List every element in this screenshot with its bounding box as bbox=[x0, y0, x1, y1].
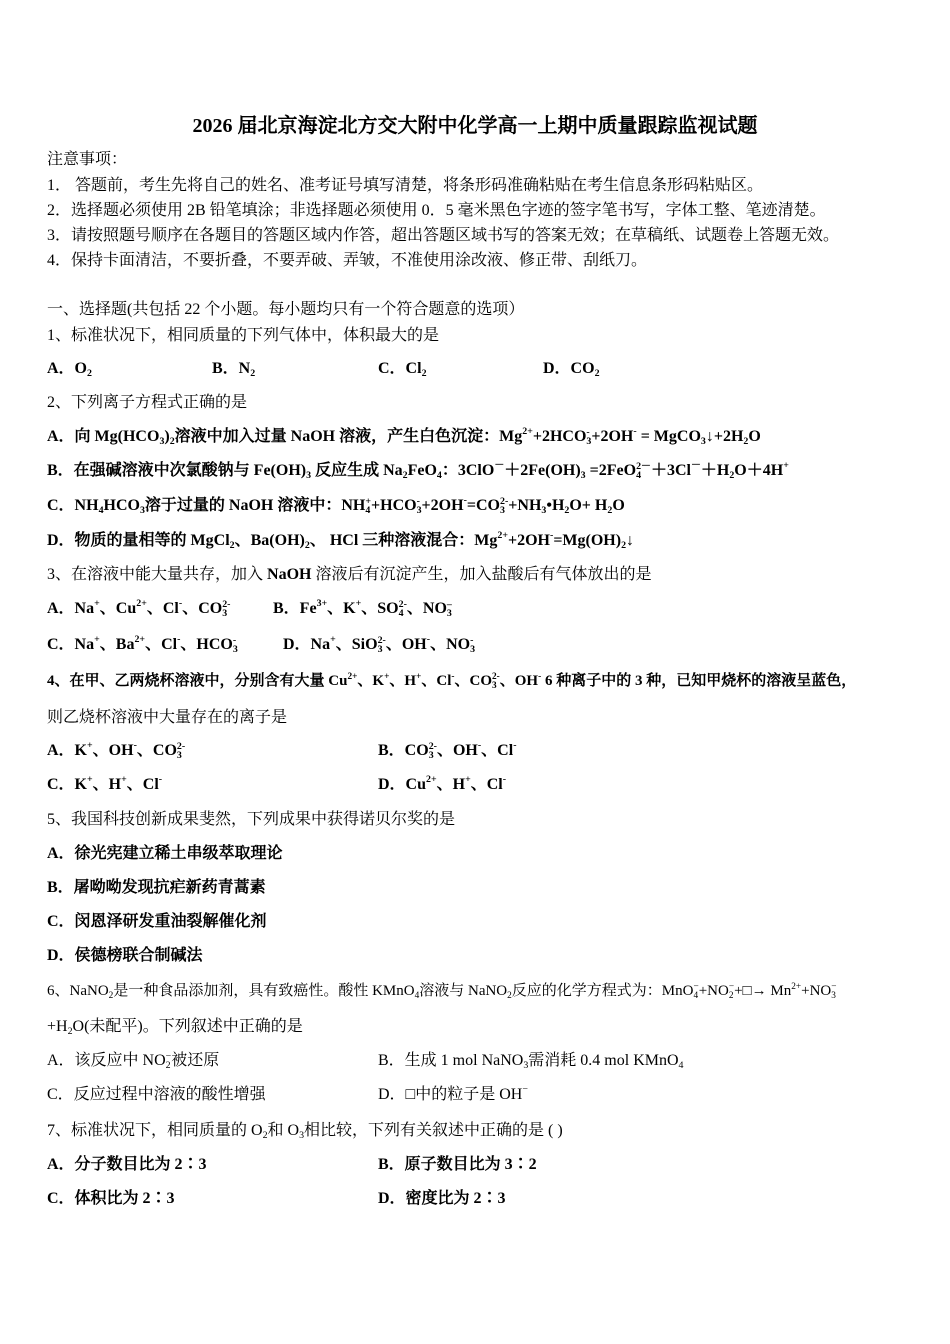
subscript: 3 bbox=[299, 1130, 305, 1142]
subscript: 4 bbox=[678, 1060, 684, 1072]
superscript: - bbox=[133, 740, 137, 752]
superscript: - bbox=[586, 427, 590, 439]
subscript: 2 bbox=[507, 991, 512, 1002]
question-1-option-a: A．$O_2$ bbox=[47, 360, 92, 380]
sub-superscript bbox=[470, 636, 475, 655]
superscript: 2- bbox=[377, 635, 386, 647]
question-6-option-d: D．□中的粒子是 OH− bbox=[378, 1084, 528, 1103]
page-title: 2026 届北京海淀北方交大附中化学高一上期中质量跟踪监视试题 bbox=[192, 115, 758, 137]
question-4-option-a: A．K+、OH-、CO 2- 3 bbox=[47, 740, 186, 762]
subscript: 3 bbox=[428, 750, 434, 762]
question-1-option-d: D．$CO_2$ bbox=[543, 360, 600, 380]
question-1-option-c: C．$Cl_2$ bbox=[378, 360, 427, 380]
subscript: 4 bbox=[398, 608, 404, 620]
superscript: 2+ bbox=[136, 598, 147, 610]
subscript: 2 bbox=[421, 368, 427, 380]
superscript: 3+ bbox=[316, 598, 328, 610]
subscript: 3 bbox=[470, 644, 476, 656]
subscript: 4 bbox=[98, 505, 104, 517]
superscript: 2- bbox=[492, 672, 500, 683]
subscript: 2 bbox=[402, 470, 408, 482]
question-2-option-b: B．在强碱溶液中次氯酸钠与 $Fe(OH)_3$ 反应生成 $Na_2FeO_4$：$3ClO^-+2Fe(OH)_3 =2FeO$ 2－ 4 $+3Cl^-+H_2O+4H^+$ bbox=[47, 460, 789, 482]
superscript: + bbox=[87, 740, 93, 752]
subscript: 3 bbox=[500, 505, 505, 517]
subscript: 3 bbox=[446, 608, 452, 620]
superscript: - bbox=[451, 671, 455, 682]
subscript: 3 bbox=[232, 644, 238, 656]
superscript: 2－ bbox=[636, 461, 651, 473]
superscript: + bbox=[783, 460, 789, 472]
sub-superscript bbox=[500, 497, 508, 516]
subscript: 3 bbox=[416, 505, 422, 517]
superscript: + bbox=[365, 496, 372, 508]
question-3-option-a: A．Na+、$Cu^{2+}$、Cl-、CO 2- 3 bbox=[47, 598, 231, 620]
subscript: 3 bbox=[831, 991, 836, 1002]
superscript: + bbox=[121, 774, 127, 786]
superscript: - bbox=[502, 774, 507, 786]
sub-superscript bbox=[636, 462, 651, 481]
question-2-option-a: A．向 $Mg(HCO_3)_2$溶液中加入过量 NaOH 溶液，产生白色沉淀：$Mg^{2+}+2HCO$ - 3 $+2OH^- = MgCO_3↓+2H_2O$ bbox=[47, 426, 761, 448]
subscript: 3 bbox=[139, 505, 145, 517]
subscript: 3 bbox=[586, 436, 592, 448]
subscript: 4 bbox=[414, 991, 420, 1002]
question-3-option-d: D．Na+、SiO 2- 3 、OH-、NO - 3 bbox=[283, 634, 476, 656]
question-6-stem-line-1: 6、NaNO$_2$是一种食品添加剂，具有致癌性。酸性 KMnO$_4$溶液与 NaNO$_2$反应的化学方程式为：MnO − 4 +NO − 2 +□→ $Mn^{2+}+NO$ − 3 bbox=[47, 981, 837, 1002]
question-7-option-b: B．原子数目比为 3∶2 bbox=[378, 1156, 537, 1173]
question-6-option-b: B．生成 1 mol NaNO$_3$需消耗 0.4 mol KMnO$_4$ bbox=[378, 1052, 684, 1072]
question-3-option-b: B．$Fe^{3+}$、K+、SO 2- 4 、NO – 3 bbox=[273, 598, 452, 620]
subscript: 2 bbox=[607, 505, 613, 517]
superscript: – bbox=[446, 599, 452, 611]
superscript: 2+ bbox=[522, 426, 533, 438]
question-5-option-c: C．闵恩泽研发重油裂解催化剂 bbox=[47, 913, 267, 930]
sub-superscript bbox=[365, 497, 371, 516]
superscript: - bbox=[538, 671, 542, 682]
sub-superscript bbox=[429, 742, 437, 761]
superscript: 2- bbox=[428, 741, 437, 753]
question-3-option-c: C．Na+、$Ba^{2+}$、Cl-、HCO - 3 bbox=[47, 634, 238, 656]
superscript: 2- bbox=[398, 599, 407, 611]
superscript: + bbox=[330, 634, 336, 646]
superscript: − bbox=[693, 982, 699, 993]
subscript: 2 bbox=[621, 540, 627, 552]
question-6-stem-line-2: $+H_2O$(未配平)。下列叙述中正确的是 bbox=[47, 1018, 303, 1038]
subscript: 2 bbox=[229, 540, 235, 552]
subscript: 3 bbox=[700, 436, 706, 448]
section-heading: 一、选择题(共包括 22 个小题。每小题均只有一个符合题意的选项） bbox=[47, 301, 525, 318]
subscript: 3 bbox=[377, 644, 383, 656]
notice-item-4: 4．保持卡面清洁，不要折叠，不要弄破、弄皱，不准使用涂改液、修正带、刮纸刀。 bbox=[47, 252, 648, 269]
notice-item-3: 3．请按照题号顺序在各题目的答题区域内作答，超出答题区域书写的答案无效；在草稿纸、试题卷上答题无效。 bbox=[47, 227, 840, 244]
superscript: + bbox=[87, 774, 93, 786]
sub-superscript bbox=[447, 600, 452, 619]
sub-superscript bbox=[166, 1052, 172, 1071]
question-5-option-b: B．屠呦呦发现抗疟新药青蒿素 bbox=[47, 879, 266, 896]
superscript: 2+ bbox=[347, 671, 358, 682]
superscript: 2- bbox=[222, 599, 231, 611]
superscript: - bbox=[513, 740, 517, 752]
subscript: 2 bbox=[564, 505, 570, 517]
question-2-option-c: C．$NH_4HCO_3$溶于过量的 NaOH 溶液中：NH + 4 +HCO - 3 +2OH-=CO 2- 3 $+NH_3•H_2O+ H_2O$ bbox=[47, 495, 625, 517]
superscript: - bbox=[416, 496, 420, 508]
sub-superscript bbox=[831, 983, 836, 1001]
subscript: 4 bbox=[365, 505, 371, 517]
notice-item-2: 2．选择题必须使用 2B 铅笔填涂；非选择题必须使用 0．5 毫米黑色字迹的签字笔书写，字体工整、笔迹清楚。 bbox=[47, 202, 826, 219]
superscript: - bbox=[232, 635, 237, 647]
superscript: − bbox=[728, 982, 735, 993]
subscript: 2 bbox=[67, 1026, 73, 1038]
superscript: － bbox=[690, 460, 701, 472]
subscript: 2 bbox=[743, 436, 749, 448]
superscript: 2- bbox=[500, 496, 509, 508]
sub-superscript bbox=[177, 742, 185, 761]
question-1-stem: 1、标准状况下，相同质量的下列气体中，体积最大的是 bbox=[47, 327, 440, 344]
sub-superscript bbox=[399, 600, 407, 619]
question-4-stem-line-1: 4、在甲、乙两烧杯溶液中，分别含有大量 $Cu^{2+}$、K+、H+、Cl-、CO 2- 3 、OH- 6 种离子中的 3 种，已知甲烧杯的溶液呈蓝色， bbox=[47, 671, 857, 692]
question-1-option-b: B．$N_2$ bbox=[212, 360, 256, 380]
question-7-option-d: D．密度比为 2∶3 bbox=[378, 1190, 506, 1207]
sub-superscript bbox=[222, 600, 230, 619]
subscript: 2 bbox=[165, 1060, 171, 1072]
subscript: 2 bbox=[250, 368, 256, 380]
subscript: 2 bbox=[262, 1130, 268, 1142]
subscript: 3 bbox=[523, 1060, 529, 1072]
question-7-option-c: C．体积比为 2∶3 bbox=[47, 1190, 175, 1207]
question-5-option-d: D．侯德榜联合制碱法 bbox=[47, 947, 203, 964]
question-2-option-d: D．物质的量相等的 MgCl$_2$、$Ba(OH)_2$、 HCl 三种溶液混合：$Mg^{2+}+2OH^-=Mg(OH)_2↓$ bbox=[47, 530, 635, 552]
superscript: + bbox=[355, 598, 362, 610]
superscript: - bbox=[177, 634, 181, 646]
question-3-stem: 3、在溶液中能大量共存，加入 NaOH 溶液后有沉淀产生，加入盐酸后有气体放出的是 bbox=[47, 566, 652, 583]
sub-superscript bbox=[492, 673, 500, 691]
superscript: 2+ bbox=[426, 774, 437, 786]
question-7-stem: 7、标准状况下，相同质量的 $O_2$和 $O_3$相比较，下列有关叙述中正确的是 ( ) bbox=[47, 1122, 563, 1142]
superscript: − bbox=[831, 982, 837, 993]
subscript: 4 bbox=[636, 470, 642, 482]
subscript: 2 bbox=[169, 436, 175, 448]
question-7-option-a: A．分子数目比为 2∶3 bbox=[47, 1156, 207, 1173]
subscript: 3 bbox=[222, 608, 228, 620]
superscript: + bbox=[416, 671, 422, 682]
subscript: 4 bbox=[436, 470, 442, 482]
question-4-option-b: B．CO 2- 3 、OH-、Cl- bbox=[378, 740, 517, 762]
superscript: + bbox=[94, 598, 100, 610]
superscript: - bbox=[463, 495, 467, 507]
subscript: 2 bbox=[108, 991, 114, 1002]
notice-heading: 注意事项： bbox=[47, 151, 128, 168]
superscript: 2+ bbox=[134, 634, 146, 646]
subscript: 2 bbox=[728, 991, 734, 1002]
superscript: - bbox=[550, 530, 554, 542]
bold-text: NaOH bbox=[267, 566, 312, 583]
superscript: 2+ bbox=[497, 530, 508, 542]
superscript: - bbox=[470, 635, 474, 647]
sub-superscript bbox=[693, 983, 698, 1001]
subscript: 3 bbox=[492, 681, 497, 692]
question-6-option-c: C．反应过程中溶液的酸性增强 bbox=[47, 1086, 266, 1103]
superscript: － bbox=[494, 460, 505, 472]
superscript: - bbox=[178, 598, 183, 610]
superscript: + bbox=[384, 671, 390, 682]
superscript: 2- bbox=[176, 741, 186, 753]
sub-superscript bbox=[417, 497, 422, 516]
superscript: + bbox=[94, 634, 100, 646]
superscript: - bbox=[477, 740, 482, 752]
subscript: 3 bbox=[176, 750, 182, 762]
superscript: - bbox=[633, 426, 637, 438]
subscript: 4 bbox=[693, 991, 699, 1002]
sub-superscript bbox=[586, 428, 591, 447]
superscript: − bbox=[165, 1051, 172, 1063]
question-6-option-a: A．该反应中 NO − 2 被还原 bbox=[47, 1051, 220, 1072]
question-2-stem: 2、下列离子方程式正确的是 bbox=[47, 394, 248, 411]
subscript: 2 bbox=[729, 470, 735, 482]
subscript: 3 bbox=[159, 436, 165, 448]
subscript: 3 bbox=[541, 505, 547, 517]
question-5-option-a: A．徐光宪建立稀土串级萃取理论 bbox=[47, 845, 283, 862]
sub-superscript bbox=[233, 636, 238, 655]
question-4-stem-line-2: 则乙烧杯溶液中大量存在的离子是 bbox=[47, 709, 288, 726]
question-5-stem: 5、我国科技创新成果斐然，下列成果中获得诺贝尔奖的是 bbox=[47, 811, 456, 828]
superscript: - bbox=[158, 774, 163, 786]
superscript: + bbox=[465, 774, 471, 786]
subscript: 2 bbox=[304, 540, 310, 552]
sub-superscript bbox=[729, 983, 734, 1001]
superscript: 2+ bbox=[791, 981, 802, 992]
superscript: - bbox=[426, 634, 431, 646]
subscript: 3 bbox=[306, 470, 312, 482]
superscript: − bbox=[522, 1084, 528, 1096]
subscript: 2 bbox=[594, 368, 600, 380]
question-4-option-d: D．$Cu^{2+}$、H+、Cl- bbox=[378, 774, 507, 793]
sub-superscript bbox=[378, 636, 386, 655]
question-4-option-c: C．K+、H+、Cl- bbox=[47, 774, 163, 793]
notice-item-1: 1． 答题前，考生先将自己的姓名、准考证号填写清楚，将条形码准确粘贴在考生信息条形码粘贴区。 bbox=[47, 177, 764, 194]
subscript: 3 bbox=[580, 470, 586, 482]
subscript: 2 bbox=[87, 368, 92, 380]
